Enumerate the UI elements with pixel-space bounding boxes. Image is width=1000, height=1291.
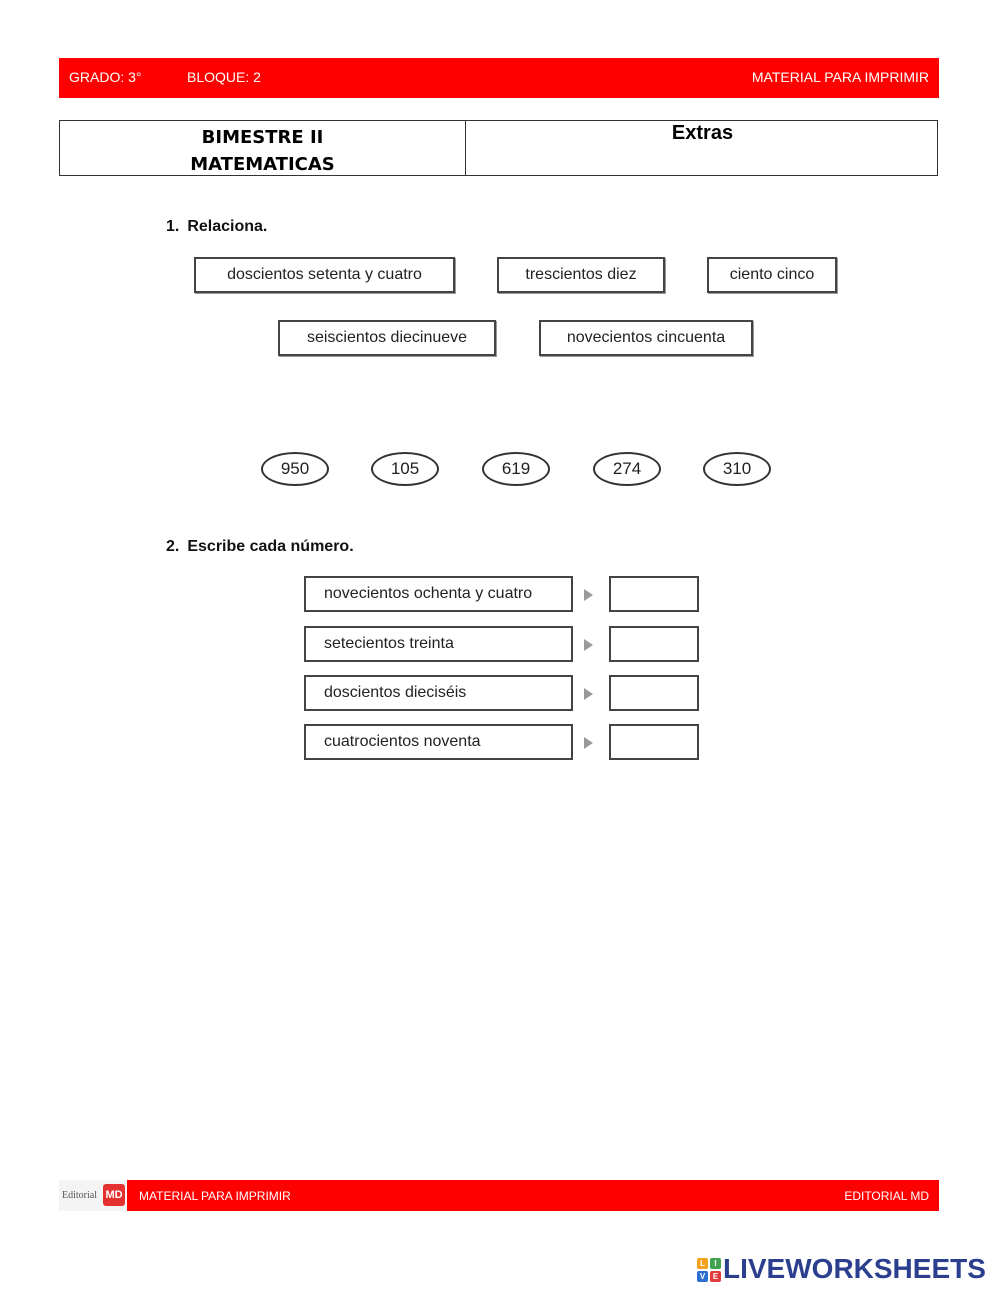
arrow-right-icon: [584, 688, 593, 700]
top-header-bar: [59, 58, 939, 98]
exercise1-number: 1.: [166, 218, 180, 235]
answer-input[interactable]: [609, 576, 699, 612]
header-material-label: MATERIAL PARA IMPRIMIR: [751, 69, 929, 85]
block-label: BLOQUE: 2: [187, 69, 261, 85]
exercise2-instruction: Escribe cada número.: [187, 538, 354, 555]
logo-tile-e: E: [710, 1271, 721, 1282]
liveworksheets-logo-icon: [697, 1258, 721, 1282]
exercise1-heading: [166, 218, 267, 236]
editorial-logo-mark: MD: [103, 1184, 125, 1206]
number-oval[interactable]: 274: [593, 452, 661, 486]
word-box[interactable]: seiscientos diecinueve: [278, 320, 496, 356]
title-extras: Extras: [671, 122, 734, 144]
title-table: [59, 120, 938, 176]
answer-input[interactable]: [609, 675, 699, 711]
editorial-logo-text: Editorial: [62, 1190, 97, 1201]
logo-tile-v: V: [697, 1271, 708, 1282]
number-oval[interactable]: 619: [482, 452, 550, 486]
footer-editorial-label: EDITORIAL MD: [844, 1189, 929, 1203]
logo-tile-i: I: [710, 1258, 721, 1269]
footer-bar: [127, 1180, 939, 1211]
answer-input[interactable]: [609, 626, 699, 662]
exercise2-number: 2.: [166, 538, 180, 555]
title-bimester: BIMESTRE II: [201, 127, 324, 148]
number-oval[interactable]: 105: [371, 452, 439, 486]
word-box[interactable]: doscientos setenta y cuatro: [194, 257, 455, 293]
word-box[interactable]: trescientos diez: [497, 257, 665, 293]
arrow-right-icon: [584, 589, 593, 601]
number-word-box: setecientos treinta: [304, 626, 573, 662]
number-oval[interactable]: 310: [703, 452, 771, 486]
answer-input[interactable]: [609, 724, 699, 760]
arrow-right-icon: [584, 639, 593, 651]
exercise1-instruction: Relaciona.: [187, 218, 268, 235]
exercise2-heading: [166, 538, 354, 556]
number-word-box: doscientos dieciséis: [304, 675, 573, 711]
liveworksheets-brand[interactable]: LIVEWORKSHEETS: [723, 1253, 986, 1284]
footer-material-label: MATERIAL PARA IMPRIMIR: [139, 1189, 291, 1203]
title-subject-name: MATEMATICAS: [190, 154, 335, 175]
word-box[interactable]: novecientos cincuenta: [539, 320, 753, 356]
title-subject: [60, 124, 465, 178]
arrow-right-icon: [584, 737, 593, 749]
number-word-box: novecientos ochenta y cuatro: [304, 576, 573, 612]
word-box[interactable]: ciento cinco: [707, 257, 837, 293]
number-word-box: cuatrocientos noventa: [304, 724, 573, 760]
logo-tile-l: L: [697, 1258, 708, 1269]
grade-label: GRADO: 3°: [69, 69, 142, 85]
editorial-logo: [59, 1180, 127, 1211]
number-oval[interactable]: 950: [261, 452, 329, 486]
